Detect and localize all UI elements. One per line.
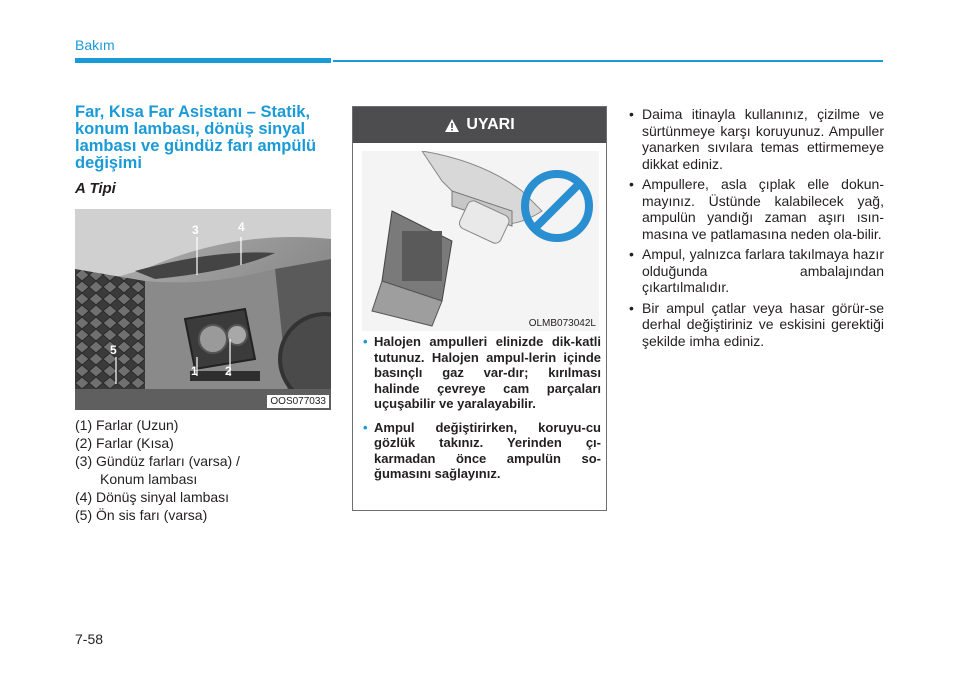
list-item: • Bir ampul çatlar veya hasar görür-se derhal değiştiriniz ve eskisini gerektiği şekilde imha ediniz. xyxy=(629,299,884,349)
bullet-icon: • xyxy=(363,334,368,349)
section-label: Bakım xyxy=(75,37,115,53)
header-rule-thick xyxy=(75,58,331,63)
section-heading: Far, Kısa Far Asistanı – Statik, konum lambası, dönüş sinyal lambası ve gündüz farı ampülü değişimi xyxy=(75,103,317,172)
list-item: • Daima itinayla kullanınız, çizilme ve sürtünmeye karşı koruyunuz. Ampuller yanarken sıvılara temas ettirmemeye dikkat ediniz. xyxy=(629,106,884,172)
callout-3: 3 xyxy=(192,223,199,237)
caution-list xyxy=(626,106,884,353)
warning-box xyxy=(352,106,607,511)
bullet-icon: • xyxy=(363,419,368,435)
bullet-icon: • xyxy=(629,299,634,316)
callout-5: 5 xyxy=(110,343,117,357)
figure-code: OOS077033 xyxy=(267,395,329,408)
bullet-icon: • xyxy=(629,176,634,192)
part-item: (5) Ön sis farı (varsa) xyxy=(75,507,208,523)
bulb-photo xyxy=(362,151,599,331)
parts-list xyxy=(75,416,335,524)
callout-4: 4 xyxy=(238,220,245,234)
car-front-illustration xyxy=(75,209,331,410)
list-item: • Ampullere, asla çıplak elle dokun-mayınız. Üstünde kalabilecek yağ, ampulün yandığı zaman aşırı ısın-masına ve patlamasına neden ola-bilir. xyxy=(629,176,884,242)
warning-triangle-icon xyxy=(444,118,460,133)
warning-title: UYARI xyxy=(466,116,515,133)
callout-2: 2 xyxy=(225,364,232,378)
warning-title-row xyxy=(353,107,606,143)
part-item: Konum lambası xyxy=(100,471,198,487)
hand-bulb-illustration xyxy=(362,151,599,331)
part-item: (4) Dönüş sinyal lambası xyxy=(75,489,230,505)
headlamp-photo xyxy=(75,209,331,410)
part-item: (1) Farlar (Uzun) xyxy=(75,417,179,433)
part-item: (2) Farlar (Kısa) xyxy=(75,435,174,451)
callout-1: 1 xyxy=(191,364,198,378)
figure-code: OLMB073042L xyxy=(528,318,596,329)
warning-item: • Halojen ampulleri elinizde dik-katli tutunuz. Halojen ampul-lerin içinde basınçlı gaz var-dır; kırılması halinde çevreye cam parçaları uçuşabilir ve yaralayabilir. xyxy=(363,334,601,411)
page-number: 7-58 xyxy=(75,631,104,647)
header-rule-thin xyxy=(333,60,883,62)
part-item: (3) Gündüz farları (varsa) / xyxy=(75,453,240,469)
warning-item: • Ampul değiştirirken, koruyu-cu gözlük takınız. Yerinden çı-karmadan önce ampulün so-ğumasını sağlayınız. xyxy=(363,419,601,481)
warning-list xyxy=(363,334,601,490)
type-subheading: A Tipi xyxy=(75,180,116,197)
bullet-icon: • xyxy=(629,106,634,122)
bullet-icon: • xyxy=(629,246,634,262)
list-item: • Ampul, yalnızca farlara takılmaya hazır olduğunda ambalajından çıkartılmalıdır. xyxy=(629,246,884,295)
